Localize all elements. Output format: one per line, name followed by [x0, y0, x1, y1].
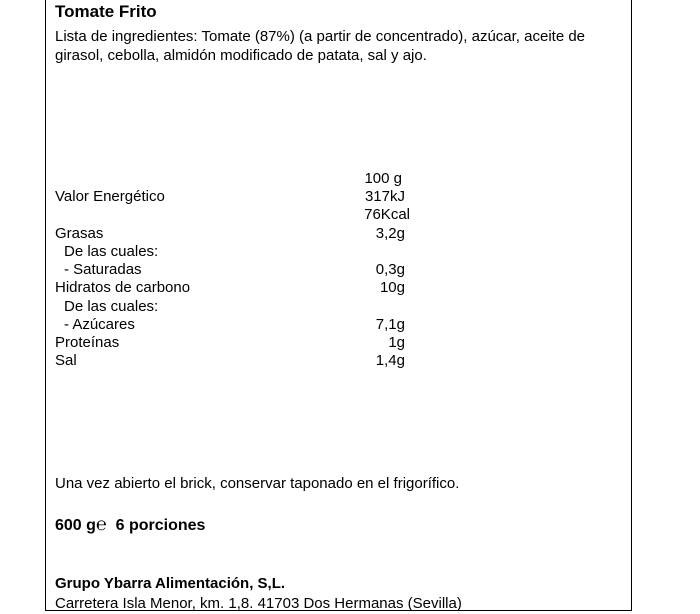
portions: 6 porciones [115, 517, 206, 534]
nutrition-row-value: 0,3g [375, 261, 405, 278]
nutrition-row-value: 3,2g [375, 225, 405, 242]
net-weight: 600 g [55, 517, 96, 534]
nutrition-row-value: 317kJ [364, 188, 405, 205]
nutrition-row-name: Valor Energético [55, 188, 165, 205]
nutrition-row-value: 7,1g [375, 316, 405, 333]
nutrition-row-name: Sal [55, 352, 77, 369]
storage-instructions: Una vez abierto el brick, conservar taponado en el frigorífico. [55, 475, 460, 492]
nutrition-row-name: - Saturadas [64, 261, 142, 278]
net-content [55, 515, 205, 535]
nutrition-row-name: - Azúcares [64, 316, 135, 333]
product-title: Tomate Frito [55, 2, 157, 21]
nutrition-row-name: Proteínas [55, 334, 120, 351]
nutrition-header: 100 g [364, 170, 402, 187]
estimated-e-mark-icon: ℮ [95, 514, 107, 534]
ingredients-list: Lista de ingredientes: Tomate (87%) (a partir de concentrado), azúcar, aceite de girasol, cebolla, almidón modificado de patata, sal y ajo. [55, 28, 586, 64]
manufacturer-address: Carretera Isla Menor, km. 1,8. 41703 Dos Hermanas (Sevilla) [55, 595, 462, 612]
manufacturer-name: Grupo Ybarra Alimentación, S,L. [55, 575, 286, 592]
nutrition-row-value: 10g [379, 279, 405, 296]
nutrition-row-value: 76Kcal [364, 206, 410, 223]
nutrition-row-name: De las cuales: [64, 243, 159, 260]
nutrition-row-name: Hidratos de carbono [55, 279, 191, 296]
nutrition-row-name: Grasas [55, 225, 104, 242]
nutrition-row-name: De las cuales: [64, 298, 159, 315]
nutrition-row-value: 1g [388, 334, 405, 351]
nutrition-row-value: 1,4g [375, 352, 405, 369]
